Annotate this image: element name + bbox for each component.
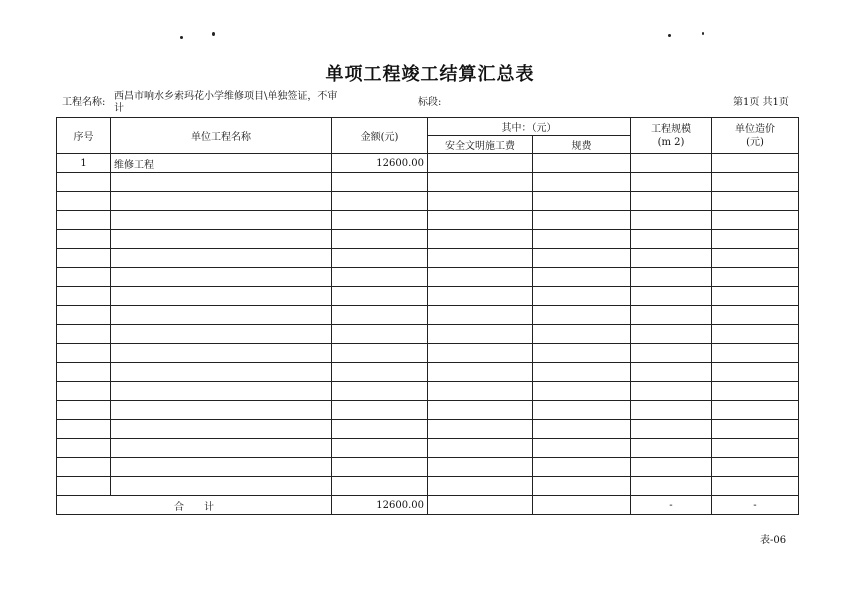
empty-cell (428, 458, 533, 477)
empty-cell (631, 306, 712, 325)
empty-cell (631, 363, 712, 382)
total-scale: - (631, 496, 712, 515)
total-safety (428, 496, 533, 515)
empty-cell (712, 268, 799, 287)
empty-cell (57, 420, 111, 439)
empty-cell (332, 477, 428, 496)
empty-cell (332, 401, 428, 420)
empty-row (57, 325, 799, 344)
empty-cell (428, 382, 533, 401)
empty-cell (533, 363, 631, 382)
empty-row (57, 363, 799, 382)
empty-cell (332, 230, 428, 249)
empty-cell (631, 439, 712, 458)
empty-cell (57, 173, 111, 192)
header-regulatory-fee: 规费 (533, 136, 631, 154)
empty-cell (111, 477, 332, 496)
empty-cell (533, 439, 631, 458)
empty-cell (57, 325, 111, 344)
empty-cell (533, 287, 631, 306)
project-name-label: 工程名称: (62, 97, 106, 108)
empty-cell (57, 287, 111, 306)
empty-cell (111, 268, 332, 287)
cell-unit-name: 维修工程 (111, 154, 332, 173)
scan-speck (212, 32, 215, 36)
header-of-which: 其中：（元） (428, 118, 631, 136)
empty-cell (57, 363, 111, 382)
empty-row (57, 382, 799, 401)
empty-cell (57, 268, 111, 287)
empty-row (57, 230, 799, 249)
empty-cell (533, 249, 631, 268)
empty-cell (428, 249, 533, 268)
empty-row (57, 268, 799, 287)
empty-cell (57, 249, 111, 268)
empty-cell (111, 401, 332, 420)
empty-cell (111, 439, 332, 458)
empty-cell (332, 249, 428, 268)
cell-scale (631, 154, 712, 173)
empty-cell (631, 192, 712, 211)
empty-cell (111, 306, 332, 325)
empty-cell (111, 230, 332, 249)
empty-cell (111, 287, 332, 306)
empty-cell (712, 192, 799, 211)
empty-cell (428, 287, 533, 306)
empty-cell (533, 230, 631, 249)
header-safety-fee: 安全文明施工费 (428, 136, 533, 154)
empty-cell (712, 420, 799, 439)
empty-cell (712, 173, 799, 192)
header-unit-cost-line2: (元) (746, 136, 764, 148)
empty-cell (332, 306, 428, 325)
total-unit-cost: - (712, 496, 799, 515)
total-regulatory (533, 496, 631, 515)
empty-cell (111, 458, 332, 477)
empty-row (57, 249, 799, 268)
empty-cell (428, 192, 533, 211)
empty-row (57, 344, 799, 363)
empty-cell (111, 420, 332, 439)
empty-row (57, 458, 799, 477)
empty-cell (533, 458, 631, 477)
header-scale (631, 118, 712, 154)
empty-cell (428, 439, 533, 458)
empty-cell (428, 344, 533, 363)
empty-cell (533, 344, 631, 363)
empty-cell (712, 458, 799, 477)
empty-cell (533, 211, 631, 230)
empty-row (57, 211, 799, 230)
empty-cell (533, 477, 631, 496)
empty-cell (631, 211, 712, 230)
empty-cell (57, 192, 111, 211)
empty-cell (631, 401, 712, 420)
section-label: 标段: (418, 97, 442, 108)
empty-cell (631, 173, 712, 192)
empty-cell (712, 344, 799, 363)
empty-row (57, 306, 799, 325)
cell-unit-cost (712, 154, 799, 173)
empty-cell (712, 401, 799, 420)
empty-cell (631, 344, 712, 363)
empty-cell (712, 249, 799, 268)
scan-speck (668, 34, 671, 37)
empty-cell (332, 192, 428, 211)
empty-cell (712, 382, 799, 401)
empty-cell (428, 477, 533, 496)
empty-cell (428, 173, 533, 192)
empty-cell (332, 420, 428, 439)
empty-cell (57, 401, 111, 420)
header-unit-name: 单位工程名称 (111, 118, 332, 154)
empty-row (57, 173, 799, 192)
empty-cell (533, 306, 631, 325)
empty-cell (631, 249, 712, 268)
empty-cell (533, 382, 631, 401)
empty-cell (428, 363, 533, 382)
empty-cell (57, 458, 111, 477)
header-scale-line1: 工程规模 (651, 123, 691, 135)
empty-row (57, 401, 799, 420)
empty-cell (332, 382, 428, 401)
empty-cell (111, 344, 332, 363)
empty-cell (111, 363, 332, 382)
empty-cell (631, 382, 712, 401)
empty-cell (533, 192, 631, 211)
empty-row (57, 420, 799, 439)
empty-cell (332, 211, 428, 230)
empty-cell (332, 287, 428, 306)
empty-cell (332, 344, 428, 363)
empty-cell (712, 211, 799, 230)
empty-cell (631, 325, 712, 344)
empty-cell (111, 325, 332, 344)
empty-cell (712, 287, 799, 306)
empty-cell (57, 306, 111, 325)
summary-table (56, 117, 799, 515)
empty-cell (332, 325, 428, 344)
empty-cell (57, 439, 111, 458)
scan-speck (180, 36, 183, 39)
empty-row (57, 477, 799, 496)
empty-cell (533, 401, 631, 420)
document-title: 单项工程竣工结算汇总表 (325, 64, 535, 85)
header-scale-line2: (m 2) (657, 136, 685, 148)
empty-cell (631, 287, 712, 306)
cell-index: 1 (57, 154, 111, 173)
empty-cell (712, 306, 799, 325)
empty-cell (57, 477, 111, 496)
sheet-code: 表-06 (760, 535, 787, 546)
empty-row (57, 287, 799, 306)
empty-cell (712, 439, 799, 458)
header-unit-cost-line1: 单位造价 (735, 123, 775, 135)
empty-cell (712, 477, 799, 496)
empty-cell (428, 268, 533, 287)
table-body (57, 154, 799, 496)
page-info: 第1页 共1页 (733, 97, 789, 108)
total-row (57, 496, 799, 515)
empty-cell (428, 230, 533, 249)
empty-cell (57, 211, 111, 230)
empty-cell (57, 230, 111, 249)
empty-cell (57, 344, 111, 363)
empty-cell (631, 420, 712, 439)
header-amount: 金额(元) (332, 118, 428, 154)
cell-amount: 12600.00 (332, 154, 428, 173)
empty-cell (631, 477, 712, 496)
empty-cell (332, 458, 428, 477)
empty-cell (428, 306, 533, 325)
total-amount: 12600.00 (332, 496, 428, 515)
empty-cell (332, 173, 428, 192)
empty-cell (533, 325, 631, 344)
empty-row (57, 192, 799, 211)
empty-cell (712, 363, 799, 382)
project-name-value: 西昌市响水乡索玛花小学维修项目\单独签证，不审计 (114, 91, 338, 114)
empty-cell (533, 173, 631, 192)
cell-regulatory-fee (533, 154, 631, 173)
empty-cell (332, 439, 428, 458)
empty-cell (111, 173, 332, 192)
empty-cell (533, 420, 631, 439)
empty-cell (428, 401, 533, 420)
empty-cell (57, 382, 111, 401)
empty-cell (631, 268, 712, 287)
header-unit-cost (712, 118, 799, 154)
empty-cell (712, 230, 799, 249)
total-label: 合 计 (57, 496, 332, 515)
empty-row (57, 439, 799, 458)
empty-cell (533, 268, 631, 287)
empty-cell (712, 325, 799, 344)
cell-safety-fee (428, 154, 533, 173)
scan-speck (702, 32, 704, 35)
empty-cell (428, 211, 533, 230)
header-index: 序号 (57, 118, 111, 154)
table-row (57, 154, 799, 173)
empty-cell (111, 249, 332, 268)
empty-cell (332, 363, 428, 382)
empty-cell (631, 230, 712, 249)
empty-cell (111, 382, 332, 401)
empty-cell (428, 420, 533, 439)
empty-cell (631, 458, 712, 477)
empty-cell (111, 192, 332, 211)
empty-cell (111, 211, 332, 230)
empty-cell (428, 325, 533, 344)
empty-cell (332, 268, 428, 287)
